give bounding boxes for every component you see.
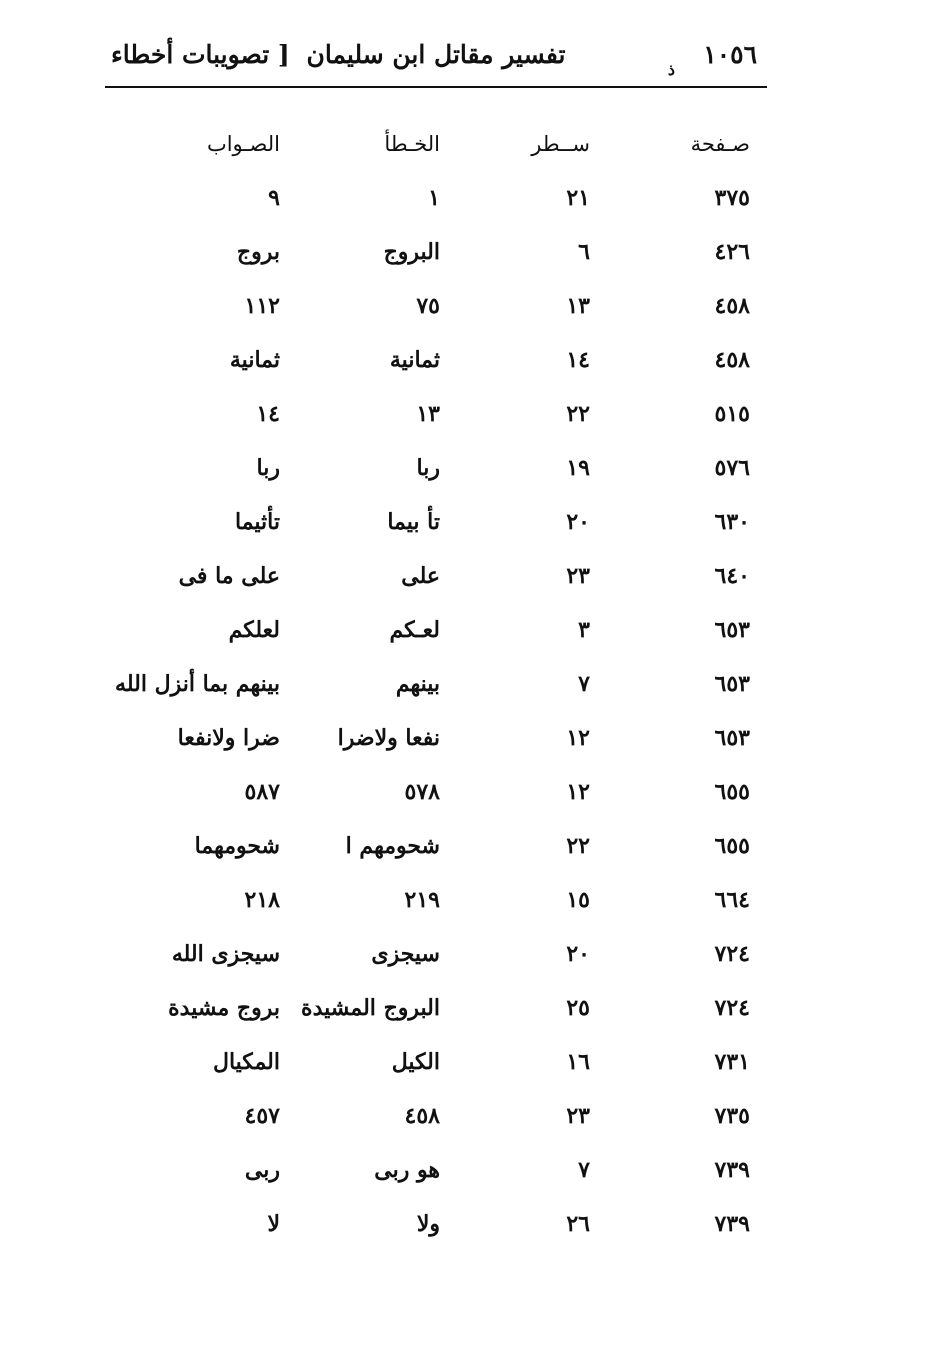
- cell-correct: ٤٥٧: [244, 1103, 280, 1129]
- cell-wrong: ٢١٩: [404, 887, 440, 913]
- header-page: صـفحة: [690, 132, 750, 156]
- cell-page: ٦٥٥: [714, 833, 750, 859]
- cell-correct: سيجزى الله: [171, 941, 280, 967]
- cell-correct: ضرا ولانفعا: [177, 725, 280, 751]
- cell-page: ٦٥٥: [714, 779, 750, 805]
- cell-correct: ربا: [256, 455, 280, 481]
- cell-correct: لعلكم: [228, 617, 280, 643]
- cell-line: ٢٢: [566, 833, 590, 859]
- cell-wrong: على: [401, 563, 440, 589]
- cell-page: ٦٥٣: [714, 671, 750, 697]
- cell-correct: بروج: [236, 239, 280, 265]
- cell-page: ٤٢٦: [714, 239, 750, 265]
- cell-correct: ١٤: [256, 401, 280, 427]
- table-row: [130, 826, 770, 880]
- cell-correct: بينهم بما أنزل الله: [115, 671, 280, 697]
- cell-line: ١٤: [566, 347, 590, 373]
- cell-line: ١٣: [566, 293, 590, 319]
- cell-line: ٣: [578, 617, 590, 643]
- table-row: [130, 1096, 770, 1150]
- cell-wrong: تأ بيما: [387, 509, 440, 535]
- table-body: [115, 178, 770, 1258]
- header-correct: الصـواب: [206, 132, 280, 156]
- cell-wrong: ثمانية: [389, 347, 440, 373]
- cell-wrong: البروج: [383, 239, 440, 265]
- table-row: [130, 880, 770, 934]
- cell-correct: ثمانية: [229, 347, 280, 373]
- cell-correct: ٩: [268, 185, 280, 211]
- cell-correct: بروج مشيدة: [168, 995, 280, 1021]
- cell-page: ٧٣٩: [714, 1157, 750, 1183]
- cell-page: ٧٢٤: [714, 995, 750, 1021]
- table-row: [130, 1204, 770, 1258]
- cell-wrong: لعـكم: [389, 617, 440, 643]
- cell-wrong: ٥٧٨: [404, 779, 440, 805]
- cell-wrong: ٤٥٨: [404, 1103, 440, 1129]
- cell-correct: ٥٨٧: [244, 779, 280, 805]
- table-row: [130, 988, 770, 1042]
- section-title: [ تصويبات أخطاء: [111, 40, 290, 69]
- page-number: ١٠٥٦: [703, 40, 757, 69]
- cell-wrong: ١٣: [416, 401, 440, 427]
- cell-line: ٢١: [566, 185, 590, 211]
- header-wrong: الخـطأ: [384, 132, 440, 156]
- cell-wrong: الكيل: [391, 1049, 440, 1075]
- cell-page: ٦٤٠: [714, 563, 750, 589]
- cell-line: ٢٥: [566, 995, 590, 1021]
- cell-correct: المكيال: [212, 1049, 280, 1075]
- cell-line: ٢٠: [566, 941, 590, 967]
- cell-line: ١٦: [566, 1049, 590, 1075]
- cell-line: ٧: [578, 1157, 590, 1183]
- cell-wrong: ربا: [416, 455, 440, 481]
- header-line: ســطر: [531, 132, 590, 156]
- cell-line: ١٢: [566, 779, 590, 805]
- errata-table: [115, 124, 770, 1258]
- cell-wrong: البروج المشيدة: [301, 995, 440, 1021]
- table-row: [130, 610, 770, 664]
- cell-wrong: نفعا ولاضرا: [337, 725, 440, 751]
- table-row: [130, 718, 770, 772]
- table-row: [130, 394, 770, 448]
- cell-page: ٧٣٥: [714, 1103, 750, 1129]
- cell-line: ١٥: [566, 887, 590, 913]
- table-row: [130, 502, 770, 556]
- cell-line: ٢٣: [566, 1103, 590, 1129]
- cell-correct: تأثيما: [234, 509, 280, 535]
- cell-page: ٧٢٤: [714, 941, 750, 967]
- cell-line: ٧: [578, 671, 590, 697]
- cell-line: ٢٦: [566, 1211, 590, 1237]
- table-row: [130, 772, 770, 826]
- cell-wrong: ٧٥: [416, 293, 440, 319]
- page-header: [105, 38, 767, 78]
- cell-wrong: هو ربى: [374, 1157, 440, 1183]
- cell-correct: على ما فى: [178, 563, 280, 589]
- table-row: [130, 1150, 770, 1204]
- table-row: [130, 934, 770, 988]
- table-row: [130, 178, 770, 232]
- cell-correct: ١١٢: [244, 293, 280, 319]
- cell-correct: شحومهما: [194, 833, 280, 859]
- cell-page: ٦٣٠: [714, 509, 750, 535]
- cell-line: ٢٣: [566, 563, 590, 589]
- cell-line: ١٢: [566, 725, 590, 751]
- running-title: تفسير مقاتل ابن سليمان: [306, 40, 566, 69]
- cell-line: ١٩: [566, 455, 590, 481]
- signature-mark: ذ: [667, 60, 675, 79]
- cell-correct: ٢١٨: [244, 887, 280, 913]
- table-header-row: [130, 124, 770, 178]
- cell-line: ٢٢: [566, 401, 590, 427]
- cell-wrong: ١: [428, 185, 440, 211]
- cell-page: ٦٦٤: [714, 887, 750, 913]
- cell-page: ٤٥٨: [714, 347, 750, 373]
- cell-page: ٧٣٩: [714, 1211, 750, 1237]
- table-row: [130, 556, 770, 610]
- table-row: [130, 232, 770, 286]
- table-row: [115, 664, 770, 718]
- cell-page: ٦٥٣: [714, 617, 750, 643]
- cell-page: ٧٣١: [714, 1049, 750, 1075]
- table-row: [130, 448, 770, 502]
- table-row: [130, 1042, 770, 1096]
- cell-wrong: ولا: [416, 1211, 440, 1237]
- cell-wrong: سيجزى: [371, 941, 440, 967]
- cell-line: ٦: [578, 239, 590, 265]
- cell-wrong: شحومهم ا: [345, 833, 440, 859]
- table-row: [130, 286, 770, 340]
- cell-correct: لا: [267, 1211, 280, 1237]
- cell-line: ٢٠: [566, 509, 590, 535]
- cell-page: ٥٧٦: [714, 455, 750, 481]
- cell-page: ٣٧٥: [714, 185, 750, 211]
- cell-page: ٦٥٣: [714, 725, 750, 751]
- table-row: [130, 340, 770, 394]
- cell-page: ٤٥٨: [714, 293, 750, 319]
- cell-correct: ربى: [244, 1157, 280, 1183]
- cell-page: ٥١٥: [714, 401, 750, 427]
- header-rule: [105, 86, 767, 88]
- cell-wrong: بينهم: [395, 671, 440, 697]
